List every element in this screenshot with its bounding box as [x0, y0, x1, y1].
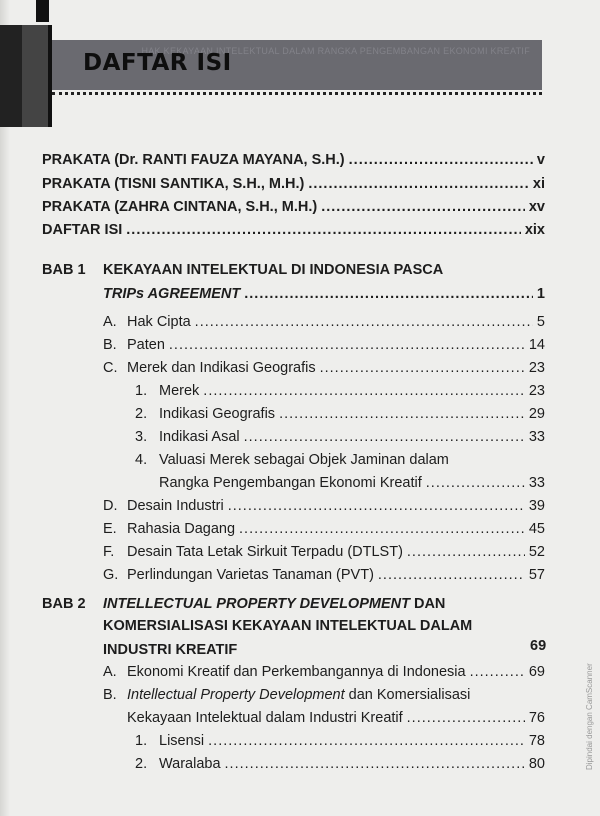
- chapter-number: BAB 2: [42, 596, 86, 612]
- toc-entry: Rangka Pengembangan Ekonomi Kreatif ..... 33: [159, 475, 545, 491]
- toc-entry: A. Hak Cipta ..... 5: [103, 314, 545, 330]
- toc-entry: TRIPs AGREEMENT ..... 1: [103, 286, 545, 302]
- chapter-number: BAB 1: [42, 262, 86, 278]
- ghost-text: HAK KEKAYAAN INTELEKTUAL DALAM RANGKA PENGEMBANGAN EKONOMI KREATIF: [141, 46, 530, 56]
- divider: [52, 92, 542, 98]
- decorative-bar: [22, 25, 52, 127]
- page-title: DAFTAR ISI: [83, 50, 232, 76]
- page-number: 69: [530, 638, 547, 654]
- decorative-bar: [36, 0, 49, 22]
- chapter-title: KOMERSIALISASI KEKAYAAN INTELEKTUAL DALAM: [103, 618, 473, 634]
- chapter-title: INDUSTRI KREATIF: [103, 642, 238, 658]
- toc-entry: D. Desain Industri ..... 39: [103, 498, 545, 514]
- scanner-watermark: Dipindai dengan CamScanner: [585, 663, 594, 770]
- toc-entry: DAFTAR ISI ..... xix: [42, 222, 545, 238]
- toc-entry: PRAKATA (TISNI SANTIKA, S.H., M.H.) ..... xi: [42, 176, 545, 192]
- toc-entry: PRAKATA (ZAHRA CINTANA, S.H., M.H.) ..... xv: [42, 199, 545, 215]
- toc-entry-line: 4. Valuasi Merek sebagai Objek Jaminan dalam: [135, 452, 449, 468]
- toc-entry: 1. Merek ..... 23: [135, 383, 545, 399]
- toc-entry: E. Rahasia Dagang ..... 45: [103, 521, 545, 537]
- toc-entry: 2. Waralaba ..... 80: [135, 756, 545, 772]
- toc-entry: PRAKATA (Dr. RANTI FAUZA MAYANA, S.H.) ..... v: [42, 152, 545, 168]
- toc-entry: 2. Indikasi Geografis ..... 29: [135, 406, 545, 422]
- chapter-title: INTELLECTUAL PROPERTY DEVELOPMENT DAN: [103, 596, 446, 612]
- chapter-title: KEKAYAAN INTELEKTUAL DI INDONESIA PASCA: [103, 262, 444, 278]
- title-banner: [52, 40, 542, 90]
- toc-entry: 3. Indikasi Asal ..... 33: [135, 429, 545, 445]
- toc-entry: A. Ekonomi Kreatif dan Perkembangannya di Indonesia ..... 69: [103, 664, 545, 680]
- toc-entry: Kekayaan Intelektual dalam Industri Kreatif ..... 76: [127, 710, 545, 726]
- toc-entry-line: B. Intellectual Property Development dan Komersialisasi: [103, 687, 471, 703]
- toc-entry: F. Desain Tata Letak Sirkuit Terpadu (DTLST) ..... 52: [103, 544, 545, 560]
- toc-entry: C. Merek dan Indikasi Geografis ..... 23: [103, 360, 545, 376]
- toc-entry: B. Paten ..... 14: [103, 337, 545, 353]
- toc-entry: G. Perlindungan Varietas Tanaman (PVT) ..... 57: [103, 567, 545, 583]
- toc-entry: 1. Lisensi ..... 78: [135, 733, 545, 749]
